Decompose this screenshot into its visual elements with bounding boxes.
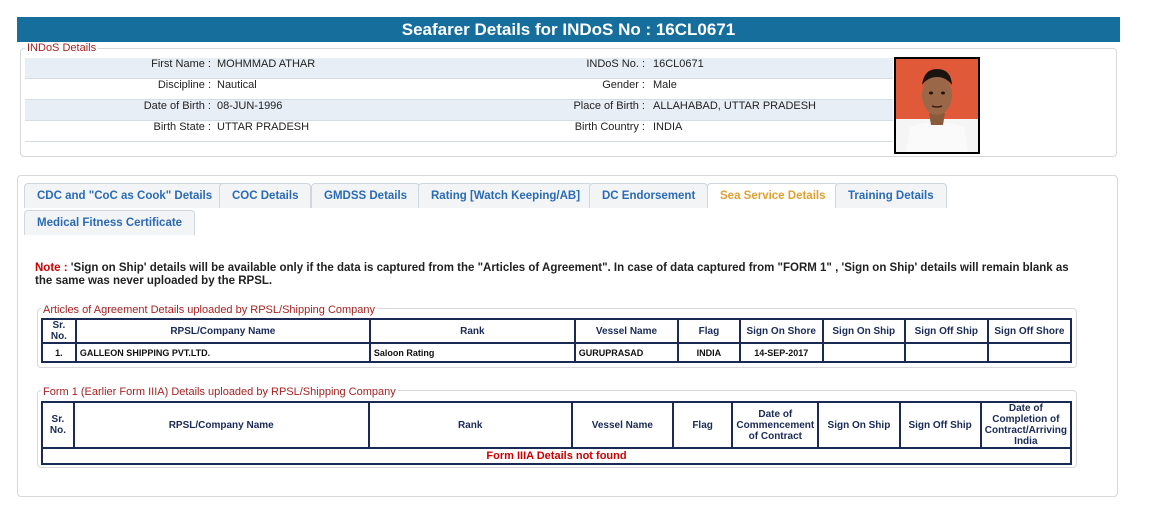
indos-no-value: 16CL0671	[653, 58, 704, 70]
col-vessel-name: Vessel Name	[575, 319, 678, 343]
tab-cdc-details[interactable]: CDC and "CoC as Cook" Details	[24, 183, 225, 208]
gender-label: Gender :	[602, 79, 645, 91]
cell-company: GALLEON SHIPPING PVT.LTD.	[76, 343, 370, 362]
dob-label: Date of Birth :	[143, 100, 211, 112]
seafarer-photo	[894, 57, 980, 154]
birth-country-label: Birth Country :	[574, 121, 645, 133]
cell-vessel: GURUPRASAD	[575, 343, 678, 362]
birth-country-value: INDIA	[653, 121, 683, 133]
col-flag: Flag	[678, 319, 739, 343]
col-rank: Rank	[370, 319, 575, 343]
col-sign-on-shore: Sign On Shore	[740, 319, 823, 343]
col-date-commencement: Date of Commencement of Contract	[732, 402, 818, 448]
indos-details-table	[25, 58, 893, 142]
col-rank: Rank	[369, 402, 572, 448]
col-rpsl-company: RPSL/Company Name	[76, 319, 370, 343]
cell-rank: Saloon Rating	[370, 343, 575, 362]
cell-sign-on-ship	[823, 343, 905, 362]
info-row	[25, 121, 893, 142]
col-sign-off-ship: Sign Off Ship	[900, 402, 981, 448]
col-flag: Flag	[673, 402, 733, 448]
place-of-birth-label: Place of Birth :	[573, 100, 645, 112]
note-text: 'Sign on Ship' details will be available only if the data is captured from the "Articles of Agreement". In case of data captured from "FORM 1" , 'Sign on Ship' details will remain blank as the same was never uploaded by the RPSL.	[35, 262, 1069, 287]
tab-sea-service-details[interactable]: Sea Service Details	[707, 183, 839, 208]
tab-rating-watch-keeping[interactable]: Rating [Watch Keeping/AB]	[418, 183, 593, 208]
col-sr-no: Sr. No.	[42, 319, 76, 343]
col-sign-off-shore: Sign Off Shore	[988, 319, 1071, 343]
tab-training-details[interactable]: Training Details	[835, 183, 947, 208]
cell-sign-off-ship	[905, 343, 988, 362]
gender-value: Male	[653, 79, 677, 91]
tab-coc-details[interactable]: COC Details	[219, 183, 311, 208]
info-row	[25, 79, 893, 100]
cell-sign-off-shore	[988, 343, 1071, 362]
articles-legend: Articles of Agreement Details uploaded by RPSL/Shipping Company	[43, 304, 376, 316]
indos-no-label: INDoS No. :	[586, 58, 645, 70]
birth-state-label: Birth State :	[153, 121, 211, 133]
info-row	[25, 58, 893, 79]
col-vessel-name: Vessel Name	[572, 402, 673, 448]
form1-legend: Form 1 (Earlier Form IIIA) Details uploaded by RPSL/Shipping Company	[43, 386, 396, 398]
col-rpsl-company: RPSL/Company Name	[74, 402, 369, 448]
col-date-completion: Date of Completion of Contract/Arriving India	[981, 402, 1071, 448]
note-prefix: Note :	[35, 262, 68, 274]
info-row	[25, 100, 893, 121]
discipline-value: Nautical	[217, 79, 257, 91]
cell-flag: INDIA	[678, 343, 739, 362]
indos-details-legend: INDoS Details	[27, 42, 97, 54]
tab-gmdss-details[interactable]: GMDSS Details	[311, 183, 420, 208]
col-sign-on-ship: Sign On Ship	[823, 319, 905, 343]
articles-table	[41, 318, 1072, 363]
tab-medical-fitness[interactable]: Medical Fitness Certificate	[24, 210, 195, 235]
page-title: Seafarer Details for INDoS No : 16CL0671	[17, 17, 1120, 42]
sign-on-ship-note	[35, 262, 1085, 288]
table-row	[42, 343, 1071, 362]
birth-state-value: UTTAR PRADESH	[217, 121, 310, 133]
cell-sr-no: 1.	[42, 343, 76, 362]
place-of-birth-value: ALLAHABAD, UTTAR PRADESH	[653, 100, 817, 112]
cell-sign-on-shore: 14-SEP-2017	[740, 343, 823, 362]
tab-dc-endorsement[interactable]: DC Endorsement	[589, 183, 708, 208]
first-name-label: First Name :	[151, 58, 211, 70]
discipline-label: Discipline :	[157, 79, 211, 91]
col-sign-off-ship: Sign Off Ship	[905, 319, 988, 343]
col-sign-on-ship: Sign On Ship	[818, 402, 899, 448]
dob-value: 08-JUN-1996	[217, 100, 283, 112]
first-name-value: MOHMMAD ATHAR	[217, 58, 316, 70]
form1-not-found-message: Form IIIA Details not found	[42, 448, 1071, 464]
col-sr-no: Sr. No.	[42, 402, 74, 448]
form1-table	[41, 401, 1072, 465]
